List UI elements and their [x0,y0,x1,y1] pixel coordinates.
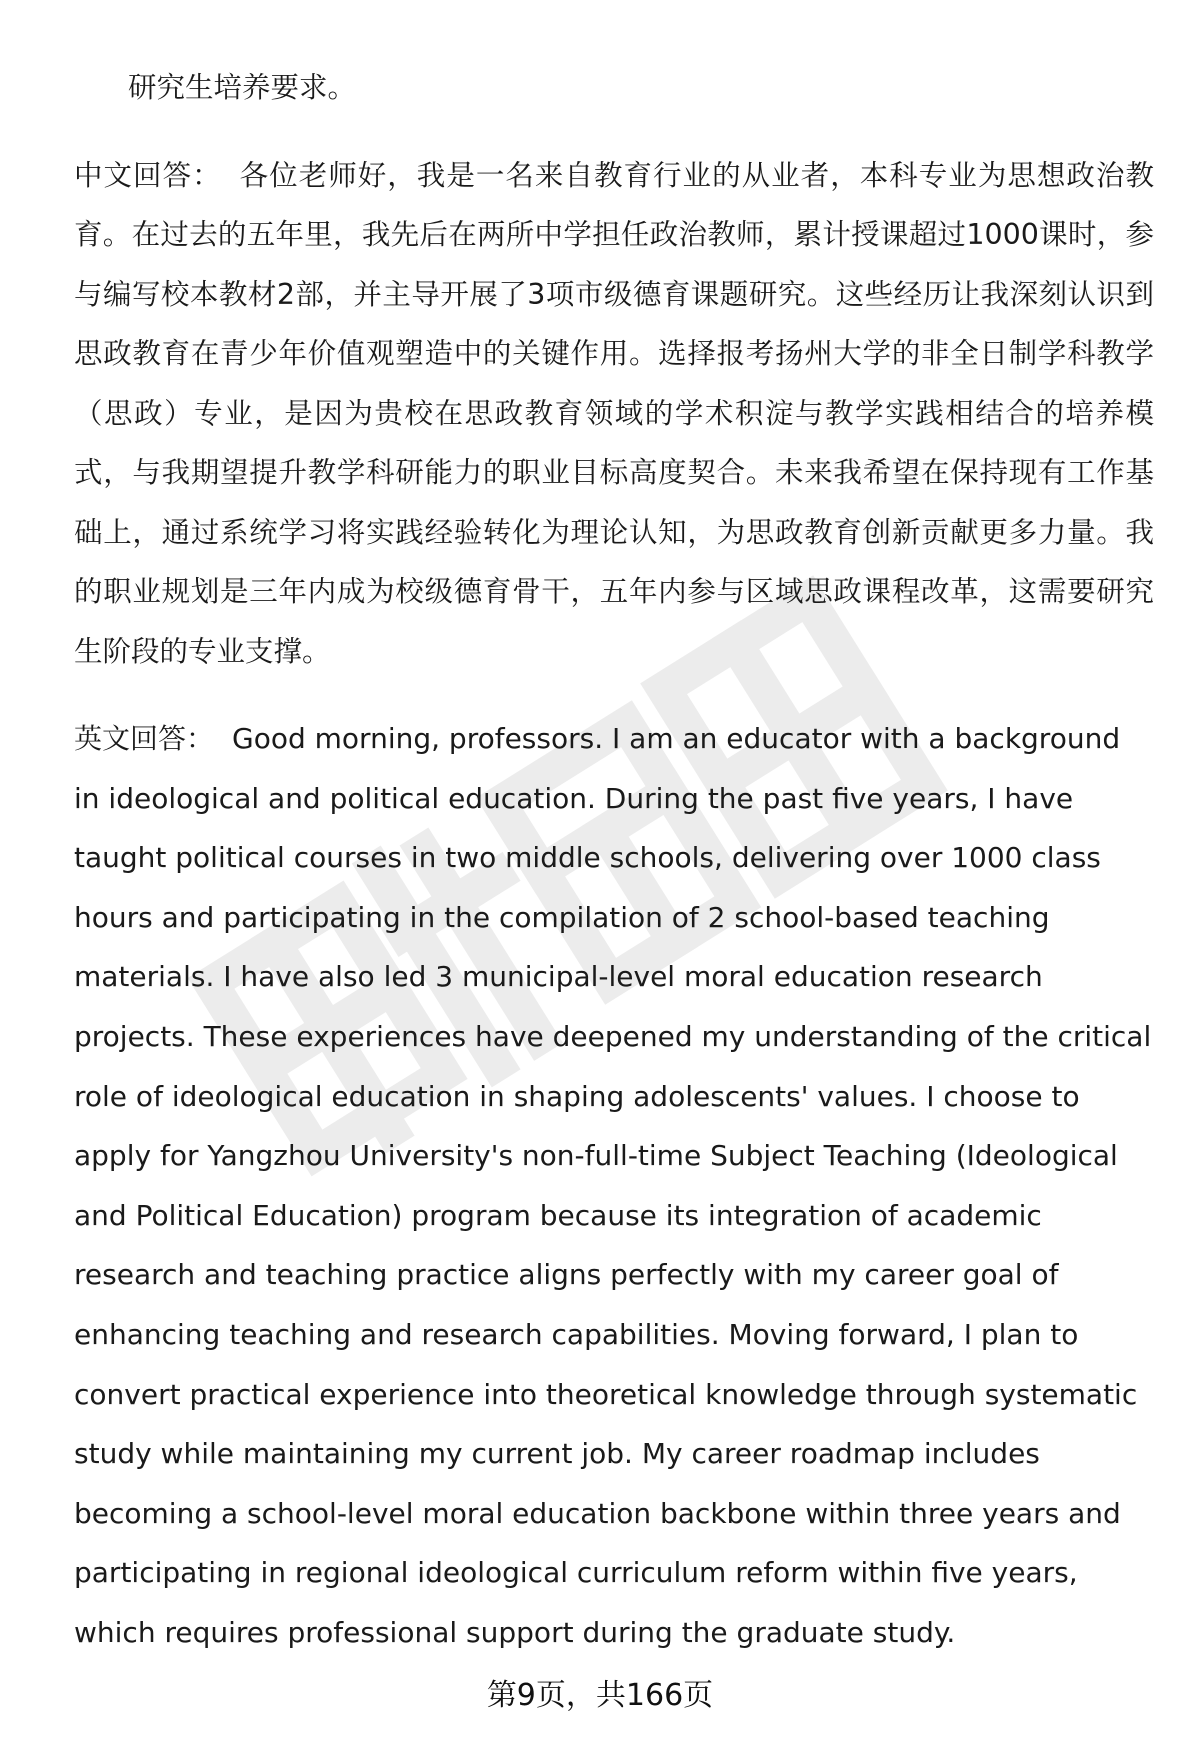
page-number-footer: 第9页，共166页 [486,1678,714,1713]
english-answer-paragraph [74,709,1154,1663]
chinese-answer-text: 各位老师好，我是一名来自教育行业的从业者，本科专业为思想政治教育。在过去的五年里，我先后在两所中学担任政治教师，累计授课超过1000课时，参与编写校本教材2部，并主导开展了3项市级德育课题研究。这些经历让我深刻认识到思政教育在青少年价值观塑造中的关键作用。选择报考扬州大学的非全日制学科教学（思政）专业，是因为贵校在思政教育领域的学术积淀与教学实践相结合的培养模式，与我期望提升教学科研能力的职业目标高度契合。未来我希望在保持现有工作基础上，通过系统学习将实践经验转化为理论认知，为思政教育创新贡献更多力量。我的职业规划是三年内成为校级德育骨干，五年内参与区域思政课程改革，这需要研究生阶段的专业支撑。 [74,158,1154,668]
document-body [74,58,1154,1663]
chinese-answer-paragraph [74,146,1154,682]
chinese-answer-label: 中文回答： [74,158,222,192]
intro-line: 研究生培养要求。 [128,71,357,104]
english-answer-text: Good morning, professors. I am an educator with a background in ideological and political education. During the past five years, I have taught political courses in two middle schools, delivering over 1000 class hours and participating in the compilation of 2 school-based teaching materials. I have also led 3 municipal-level moral education research projects. These experiences have deepened my understanding of the critical role of ideological education in shaping adolescents' values. I choose to apply for Yangzhou University's non-full-time Subject Teaching (Ideological and Political Education) program because its integration of academic research and teaching practice aligns perfectly with my career goal of enhancing teaching and research capabilities. Moving forward, I plan to convert practical experience into theoretical knowledge through systematic study while maintaining my current job. My career roadmap includes becoming a school-level moral education backbone within three years and participating in regional ideological curriculum reform within five years, which requires professional support during the graduate study. [74,722,1152,1649]
english-answer-label: 英文回答： [74,722,215,755]
